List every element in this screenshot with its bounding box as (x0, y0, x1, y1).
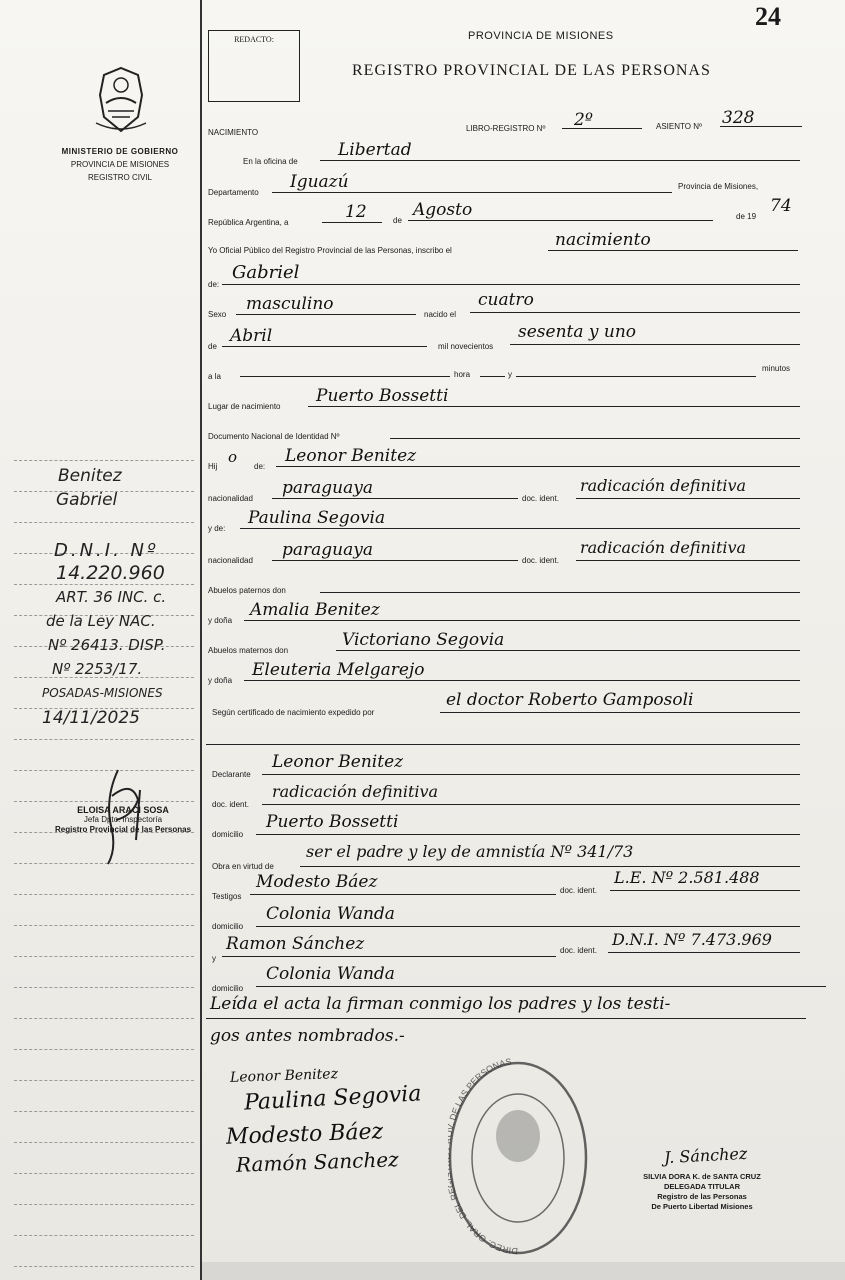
domicilio-label: domicilio (212, 830, 244, 839)
abuela-mat-value: Eleuteria Melgarejo (252, 660, 425, 680)
margin-ruled-line (14, 1173, 194, 1174)
decl-doc-line (262, 804, 800, 805)
nacionalidad2-value: paraguaya (282, 540, 373, 560)
oficina-label: En la oficina de (243, 157, 298, 166)
page-number: 24 (755, 2, 781, 31)
domicilio1-value: Colonia Wanda (266, 904, 395, 924)
margin-stamp-office: Registro Provincial de las Personas (54, 825, 192, 834)
departamento-value: Iguazú (290, 172, 349, 192)
margin-stamp-title: Jefa Dpto. Inspectoría (83, 815, 163, 824)
nacido-label: nacido el (424, 310, 457, 319)
nacionalidad1-label: nacionalidad (208, 494, 253, 503)
sexo-line (236, 314, 416, 315)
inscribo-line (548, 250, 798, 251)
cierre-line1-rule (206, 1018, 806, 1019)
abuela-mat-line (244, 680, 800, 681)
oficina-value: Libertad (338, 140, 412, 160)
decl-doc-label: doc. ident. (212, 800, 249, 809)
hijo-suffix: o (228, 448, 238, 466)
nacido-line (470, 312, 800, 313)
testigo2-line (222, 956, 556, 957)
padre-value: Paulina Segovia (248, 508, 386, 528)
official-stamp-line1: SILVIA DORA K. de SANTA CRUZ (643, 1172, 761, 1181)
registry-title: REGISTRO PROVINCIAL DE LAS PERSONAS (352, 62, 711, 79)
oficina-line (320, 160, 800, 161)
ministry-header (30, 145, 210, 184)
anio-nac-line (510, 344, 800, 345)
signature-1: Leonor Benitez (229, 1066, 339, 1086)
republica-label: República Argentina, a (208, 218, 289, 227)
nacimiento-label: NACIMIENTO (208, 128, 259, 137)
nombre-value: Gabriel (232, 262, 300, 283)
ministry-line1: MINISTERIO DE GOBIERNO (61, 147, 179, 156)
margin-ruled-line (14, 522, 194, 523)
madre-value: Leonor Benitez (285, 446, 417, 466)
yde-label: y de: (208, 524, 226, 533)
margin-ruled-line (14, 739, 194, 740)
anio-value: 74 (770, 196, 792, 216)
domicilio1-label: domicilio (212, 922, 244, 931)
margin-note-line8: Nº 2253/17. (52, 660, 143, 678)
testigo2-value: Ramon Sánchez (226, 934, 365, 954)
testigo1-doc-label: doc. ident. (560, 886, 597, 895)
margin-note-line1: Benitez (58, 466, 122, 486)
ministry-line2: PROVINCIA DE MISIONES (70, 160, 170, 169)
margin-note-line3: D.N.I. Nº (54, 540, 159, 561)
cierre-line2: gos antes nombrados.- (210, 1026, 405, 1046)
section-divider (206, 744, 800, 745)
certificado-label: Según certificado de nacimiento expedido por (212, 708, 375, 717)
certificado-value: el doctor Roberto Gamposoli (446, 690, 694, 710)
declarante-value: Leonor Benitez (272, 752, 404, 772)
margin-ruled-line (14, 1111, 194, 1112)
margin-ruled-line (14, 925, 194, 926)
doc2-value: radicación definitiva (580, 538, 747, 557)
seal-text: DIREC. GRAL. DEL R DE LAS PERSONAS (448, 1058, 519, 1257)
margin-ruled-line (14, 1080, 194, 1081)
official-round-seal-icon (448, 1058, 588, 1258)
testigo1-doc: L.E. Nº 2.581.488 (614, 868, 760, 887)
certificado-line (440, 712, 800, 713)
asiento-value: 328 (722, 108, 755, 128)
abuelos-mat-label: Abuelos maternos don (208, 646, 289, 655)
margin-ruled-line (14, 1235, 194, 1236)
margin-ruled-line (14, 894, 194, 895)
cierre-line1: Leída el acta la firman conmigo los padres y los testi- (210, 994, 671, 1014)
margin-note-line9: POSADAS-MISIONES (42, 686, 163, 700)
nacido-value: cuatro (478, 290, 534, 310)
hora-label: hora (454, 370, 471, 379)
y-label: y (508, 370, 512, 379)
testigo2-doc: D.N.I. Nº 7.473.969 (612, 930, 772, 949)
domicilio-value: Puerto Bossetti (266, 812, 399, 832)
de3-label: de: (254, 462, 266, 471)
domicilio2-label: domicilio (212, 984, 244, 993)
margin-ruled-line (14, 987, 194, 988)
provincia-suffix: Provincia de Misiones, (678, 182, 759, 191)
lugar-label: Lugar de nacimiento (208, 402, 281, 411)
abuelo-mat-value: Victoriano Segovia (342, 630, 505, 650)
margin-ruled-line (14, 1266, 194, 1267)
margin-ruled-line (14, 1142, 194, 1143)
doc1-label: doc. ident. (522, 494, 559, 503)
margin-note-line6: de la Ley NAC. (46, 612, 156, 630)
decl-doc-value: radicación definitiva (272, 782, 439, 801)
lugar-line (308, 406, 800, 407)
asiento-line (720, 126, 802, 127)
margin-stamp-name: ELOISA ARACI SOSA (77, 805, 169, 815)
dia-value: 12 (345, 202, 367, 222)
page-shadow (200, 1262, 845, 1280)
abuelo-mat-line (336, 650, 800, 651)
margin-ruled-line (14, 1049, 194, 1050)
redacto-label: REDACTO: (234, 35, 274, 44)
mes-value: Agosto (413, 200, 473, 220)
testigos-label: Testigos (212, 892, 242, 901)
mes-nac-line (222, 346, 427, 347)
mil-label: mil novecientos (438, 342, 494, 351)
official-stamp-line4: De Puerto Libertad Misiones (651, 1202, 753, 1211)
de-label: de (393, 216, 402, 225)
asiento-label: ASIENTO Nº (656, 122, 702, 131)
sexo-label: Sexo (208, 310, 227, 319)
margin-ruled-line (14, 1018, 194, 1019)
testigo1-doc-line (610, 890, 800, 891)
domicilio1-line (256, 926, 800, 927)
testigo2-doc-label: doc. ident. (560, 946, 597, 955)
obra-line (300, 866, 800, 867)
official-stamp-line3: Registro de las Personas (657, 1192, 747, 1201)
ydona2-label: y doña (208, 676, 233, 685)
declarante-line (262, 774, 800, 775)
nacionalidad2-label: nacionalidad (208, 556, 253, 565)
domicilio2-line (256, 986, 826, 987)
a-la-label: a la (208, 372, 221, 381)
margin-divider (200, 0, 202, 1280)
abuelos-pat-line (320, 592, 800, 593)
margin-ruled-line (14, 460, 194, 461)
testigo1-line (250, 894, 556, 895)
domicilio2-value: Colonia Wanda (266, 964, 395, 984)
hora-line (240, 376, 450, 377)
nacionalidad1-line (272, 498, 518, 499)
dni-line (390, 438, 800, 439)
doc2-label: doc. ident. (522, 556, 559, 565)
testigo1-value: Modesto Báez (256, 872, 378, 892)
nacionalidad1-value: paraguaya (282, 478, 373, 498)
sexo-value: masculino (246, 294, 334, 314)
redacto-box (208, 30, 300, 102)
margin-ruled-line (14, 1204, 194, 1205)
departamento-label: Departamento (208, 188, 259, 197)
ministry-line3: REGISTRO CIVIL (87, 173, 152, 182)
official-stamp (612, 1172, 792, 1212)
official-signature: J. Sánchez (663, 1143, 748, 1168)
hijo-label: Hij (208, 462, 218, 471)
abuelos-pat-label: Abuelos paternos don (208, 586, 286, 595)
oficial-text: Yo Oficial Público del Registro Provincial de las Personas, inscribo el (208, 246, 452, 255)
minutos-line (516, 376, 756, 377)
margin-note-line7: Nº 26413. DISP. (48, 636, 166, 654)
margin-note-line10: 14/11/2025 (42, 708, 140, 728)
dni-label: Documento Nacional de Identidad Nº (208, 432, 340, 441)
inscribo-value: nacimiento (555, 230, 651, 250)
anio-label: de 19 (736, 212, 757, 221)
margin-ruled-line (14, 584, 194, 585)
mes-line (408, 220, 713, 221)
doc1-value: radicación definitiva (580, 476, 747, 495)
nombre-line (222, 284, 800, 285)
libro-label: LIBRO-REGISTRO Nº (466, 124, 546, 133)
ydona1-label: y doña (208, 616, 233, 625)
y2-label: y (212, 954, 216, 963)
padre-line (240, 528, 800, 529)
obra-value: ser el padre y ley de amnistía Nº 341/73 (306, 842, 634, 861)
abuela-pat-line (244, 620, 800, 621)
de-nombre-label: de: (208, 280, 220, 289)
province-heading: PROVINCIA DE MISIONES (468, 30, 614, 42)
lugar-value: Puerto Bossetti (316, 386, 449, 406)
dia-line (322, 222, 382, 223)
testigo2-doc-line (608, 952, 800, 953)
madre-line (276, 466, 800, 467)
margin-stamp (38, 805, 208, 835)
minutos-label: minutos (762, 364, 791, 373)
de2-label: de (208, 342, 217, 351)
libro-value: 2º (574, 110, 593, 130)
hora-min-line (480, 376, 505, 377)
official-stamp-line2: DELEGADA TITULAR (664, 1182, 740, 1191)
signature-4: Ramón Sanchez (235, 1147, 400, 1177)
margin-note-line5: ART. 36 INC. c. (56, 588, 167, 606)
signature-3: Modesto Báez (225, 1119, 384, 1150)
obra-label: Obra en virtud de (212, 862, 274, 871)
libro-line (562, 128, 642, 129)
mes-nac-value: Abril (230, 326, 273, 346)
domicilio-line (256, 834, 800, 835)
doc1-line (576, 498, 800, 499)
declarante-label: Declarante (212, 770, 251, 779)
anio-nac-value: sesenta y uno (518, 322, 637, 342)
margin-ruled-line (14, 956, 194, 957)
signature-2: Paulina Segovia (243, 1081, 422, 1116)
departamento-line (272, 192, 672, 193)
nacionalidad2-line (272, 560, 518, 561)
margin-note-line4: 14.220.960 (56, 562, 165, 584)
abuela-pat-value: Amalia Benitez (250, 600, 380, 620)
doc2-line (576, 560, 800, 561)
margin-note-line2: Gabriel (56, 490, 118, 510)
provincial-coat-of-arms-icon (92, 65, 150, 135)
